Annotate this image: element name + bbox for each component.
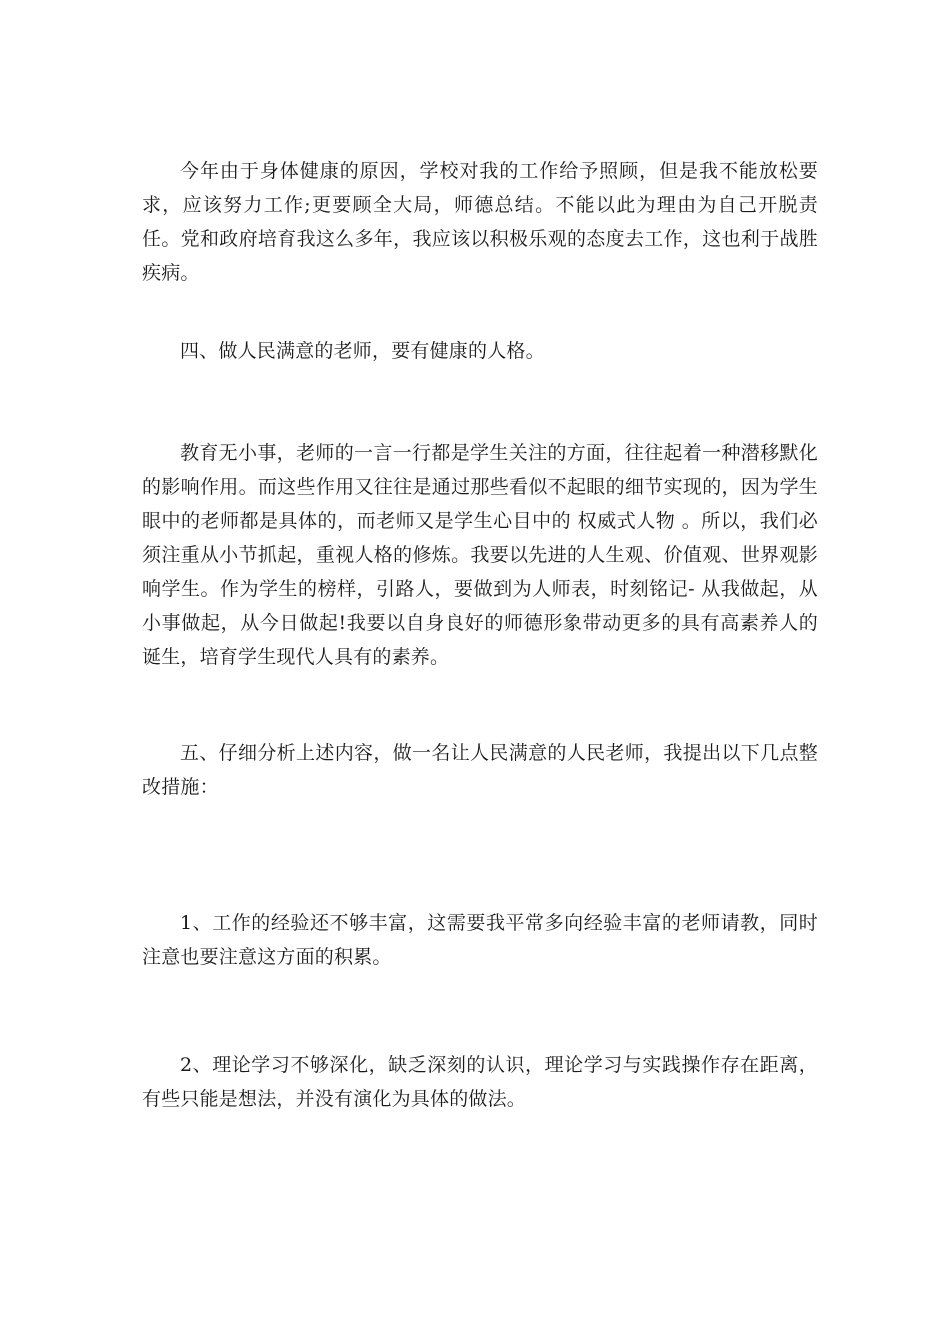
list-item-2: 2、理论学习不够深化，缺乏深刻的认识，理论学习与实践操作存在距离，有些只能是想法，并没有演化为具体的做法。: [142, 1054, 818, 1110]
paragraph-personality: 教育无小事，老师的一言一行都是学生关注的方面，往往起着一种潜移默化的影响作用。而这些作用又往往是通过那些看似不起眼的细节实现的，因为学生眼中的老师都是具体的，而老师又是学生心目中的 权威式人物 。所以，我们必须注重从小节抓起，重视人格的修炼。我要以先进的人生观、价值观、世界观影响学生。作为学生的榜样，引路人，要做到为人师表，时刻铭记- 从我做起，从小事做起，从今日做起!我要以自身良好的师德形象带动更多的具有高素养人的诞生，培育学生现代人具有的素养。: [142, 442, 818, 668]
list-item-1: 1、工作的经验还不够丰富，这需要我平常多向经验丰富的老师请教，同时注意也要注意这方面的积累。: [142, 912, 818, 968]
paragraph-health: 今年由于身体健康的原因，学校对我的工作给予照顾，但是我不能放松要求，应该努力工作;更要顾全大局，师德总结。不能以此为理由为自己开脱责任。党和政府培育我这么多年，我应该以积极乐观的态度去工作，这也利于战胜疾病。: [142, 160, 818, 284]
section-heading-five: 五、仔细分析上述内容，做一名让人民满意的人民老师，我提出以下几点整改措施：: [142, 742, 818, 798]
section-heading-four: 四、做人民满意的老师，要有健康的人格。: [180, 340, 545, 362]
